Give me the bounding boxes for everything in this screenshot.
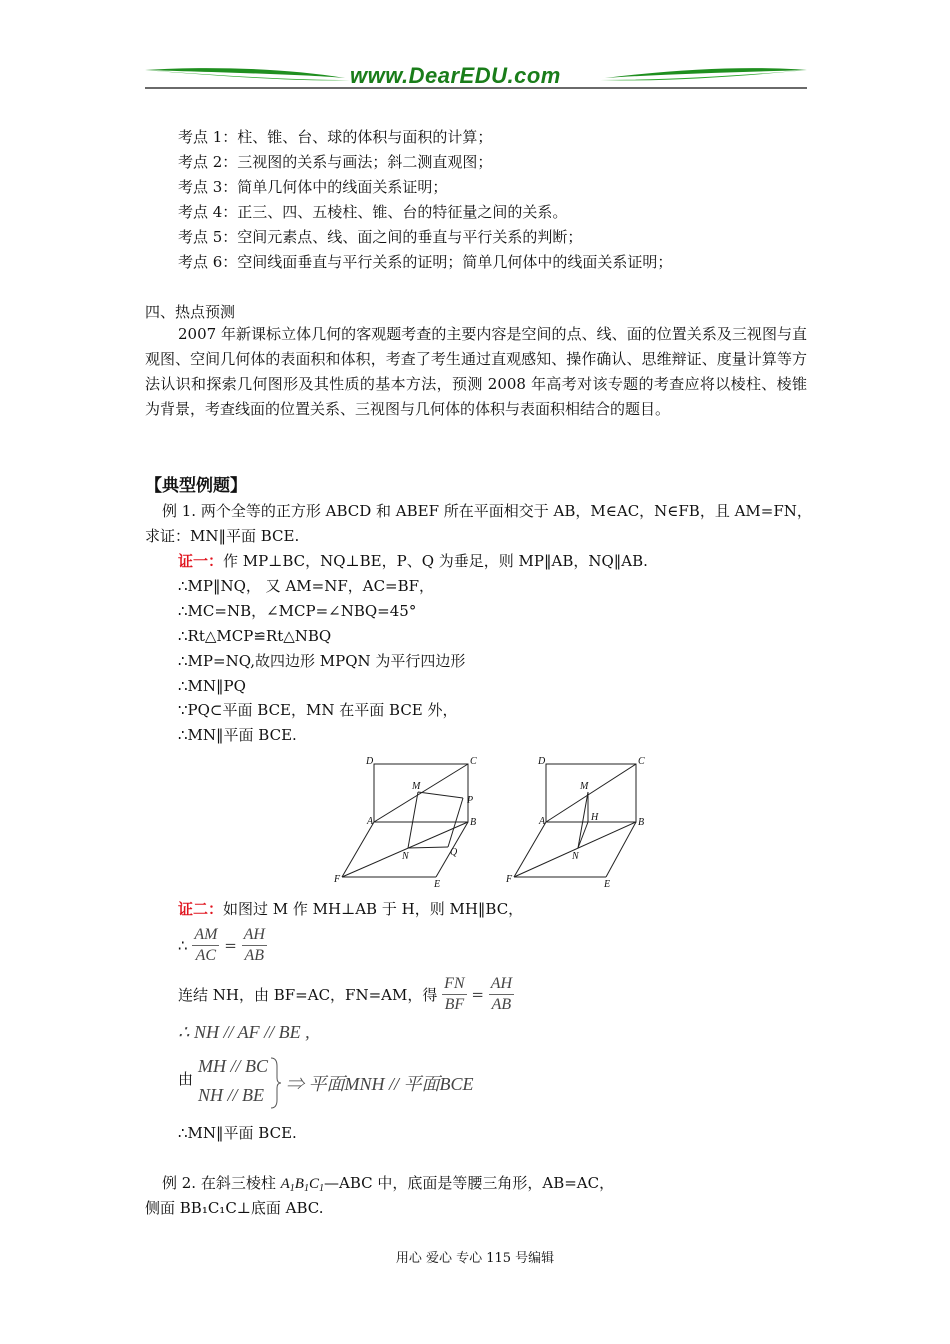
proof2-first-text: 如图过 M 作 MH⊥AB 于 H，则 MH‖BC， [223,900,524,918]
site-logo-text: www.DearEDU.com [350,63,561,88]
proof1-step: ∴Rt△MCP≌Rt△NBQ [178,627,332,645]
proof1-label: 证一： [178,552,224,570]
connect-text: 连结 NH，由 BF=AC，FN=AM，得 [178,986,438,1004]
exam-point-4: 考点 4：正三、四、五棱柱、锥、台的特征量之间的关系。 [178,203,568,221]
fraction-numerator: AH [489,974,514,995]
brace-line: NH // BE [198,1085,264,1105]
proof1-step: ∴MC=NB，∠MCP=∠NBQ=45° [178,602,417,620]
proof2-label: 证二： [178,900,224,918]
figure-label: N [402,851,409,862]
proof1-step: ∴MN‖平面 BCE. [178,726,297,744]
fraction-denominator: BF [444,996,465,1013]
brace-line: MH // BC [198,1056,268,1076]
proof2-first-line [178,899,523,919]
ratio-equation-1: ∴ $\frac{AM}{AC}$ = $\frac{AH}{AB}$ [178,926,265,964]
exam-point-3: 考点 3：简单几何体中的线面关系证明； [178,178,448,196]
figure-label: E [604,879,611,890]
figure-label: C [638,756,645,767]
proof1-first-line [178,551,648,571]
proof1-step: ∵PQ⊂平面 BCE，MN 在平面 BCE 外， [178,701,458,719]
figure-label: A [539,816,546,827]
fraction-numerator: AM [192,925,219,946]
figure-label: F [334,874,341,885]
exam-point-5: 考点 5：空间元素点、线、面之间的垂直与平行关系的判断； [178,228,583,246]
fraction-denominator: AC [195,947,217,964]
figure-label: E [434,879,441,890]
figure-label: Q [450,847,458,858]
example2-suffix: —ABC 中，底面是等腰三角形，AB=AC， [323,1174,615,1192]
page-header [145,62,807,92]
parallel-chain: ∴ NH // AF // BE , [178,1022,310,1042]
proof1-step: ∴MP=NQ,故四边形 MPQN 为平行四边形 [178,652,466,670]
example2-condition: 侧面 BB₁C₁C⊥底面 ABC. [145,1199,324,1217]
exam-point-6: 考点 6：空间线面垂直与平行关系的证明；简单几何体中的线面关系证明； [178,253,673,271]
figure-label: M [412,781,421,792]
figure-label: M [580,781,589,792]
ratio-equation-2: 连结 NH，由 BF=AC，FN=AM，得 $\frac{FN}{BF}$ = $\frac{AH}{AB}$ [178,975,513,1013]
fraction-numerator: FN [442,974,466,995]
section-heading-hot-forecast: 四、热点预测 [145,303,236,321]
figure-label: N [572,851,579,862]
exam-point-2: 考点 2：三视图的关系与画法；斜二测直观图； [178,153,493,171]
example2-statement [162,1173,614,1199]
exam-point-1: 考点 1：柱、锥、台、球的体积与面积的计算； [178,128,493,146]
figure-label: A [367,816,374,827]
prism-name: $A_1B_1C_1$ [280,1176,324,1194]
typical-examples-heading: 【典型例题】 [145,476,247,496]
example1-goal: 求证：MN‖平面 BCE. [145,527,300,545]
figure-label: B [638,817,645,828]
brace-system [178,1056,578,1110]
figure-label: F [506,874,513,885]
proof1-first-text: 作 MP⊥BC，NQ⊥BE，P、Q 为垂足，则 MP‖AB，NQ‖AB. [223,552,648,570]
figure-label: P [467,795,474,806]
implies-conclusion: ⇒ 平面MNH // 平面BCE [286,1074,474,1094]
by-label: 由 [178,1070,194,1088]
proof1-step: ∴MP‖NQ， 又 AM=NF，AC=BF， [178,577,435,595]
proof2-conclusion: ∴MN‖平面 BCE. [178,1124,297,1142]
fraction-denominator: AB [491,996,512,1013]
therefore-symbol: ∴ [178,936,188,955]
proof1-step: ∴MN‖PQ [178,677,246,695]
figure-label: D [538,756,546,767]
figure-label: D [366,756,374,767]
fraction-denominator: AB [244,947,265,964]
example1-statement: 例 1. 两个全等的正方形 ABCD 和 ABEF 所在平面相交于 AB，M∈AC，N∈FB，且 AM=FN， [162,502,812,520]
example2-prefix: 例 2. 在斜三棱柱 [162,1174,281,1192]
forecast-paragraph: 2007 年新课标立体几何的客观题考查的主要内容是空间的点、线、面的位置关系及三视图与直观图、空间几何体的表面积和体积，考查了考生通过直观感知、操作确认、思维辩证、度量计算等方法认识和探索几何图形及其性质的基本方法，预测 2008 年高考对该专题的考查应将以棱柱、棱锥为背景，考查线面的位置关系、三视图与几何体的体积与表面积相结合的题目。 [145,325,807,418]
figure-label: H [591,812,599,823]
figure-right-labels [505,756,645,890]
figure-label: B [470,817,477,828]
page-footer: 用心 爱心 专心 115 号编辑 [395,1251,555,1266]
figure-label: C [470,756,477,767]
right-brace [270,1056,282,1110]
fraction-numerator: AH [242,925,267,946]
geometry-figures [330,752,660,897]
